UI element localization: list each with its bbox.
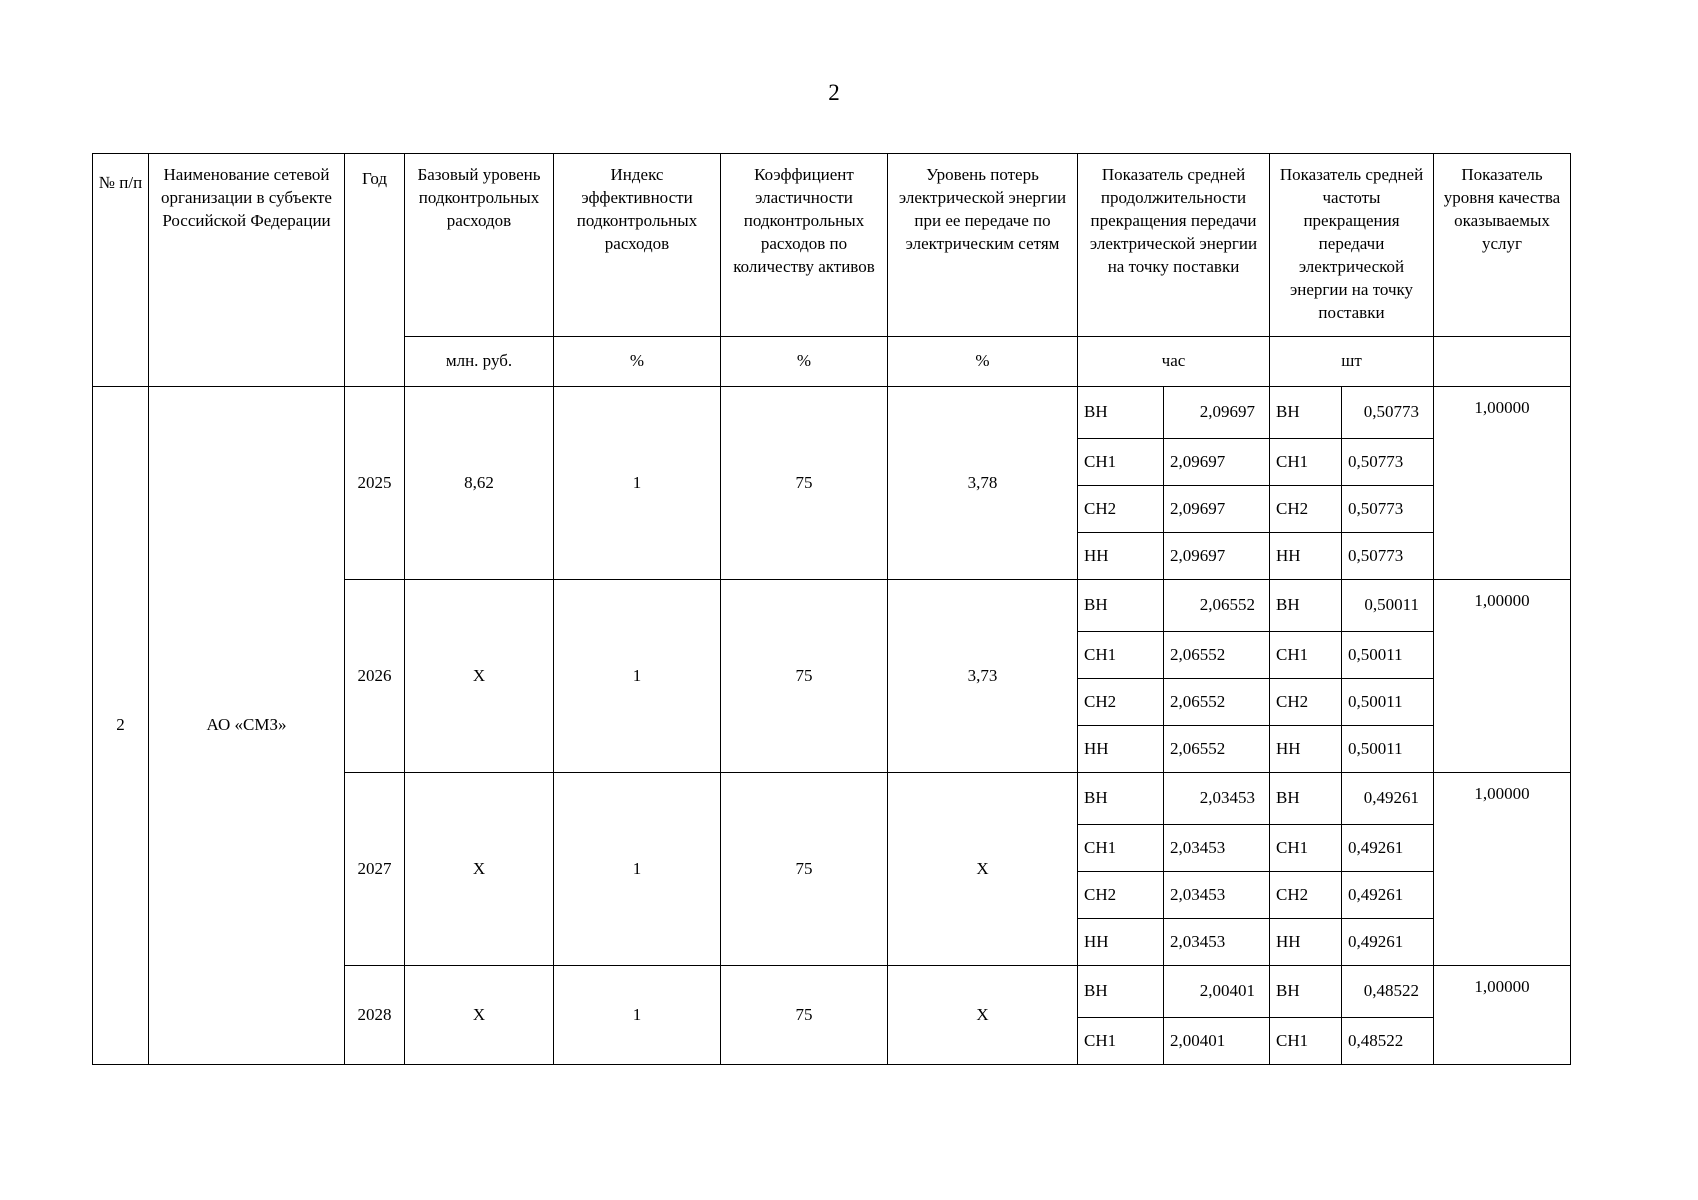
frequency-value: 0,50011	[1342, 632, 1434, 679]
frequency-level: СН1	[1270, 1018, 1342, 1065]
frequency-level: ВН	[1270, 580, 1342, 632]
frequency-level: СН2	[1270, 486, 1342, 533]
duration-value: 2,03453	[1164, 919, 1270, 966]
frequency-value: 0,50773	[1342, 533, 1434, 580]
year-cell: 2028	[345, 966, 405, 1065]
frequency-level: НН	[1270, 533, 1342, 580]
duration-level: СН2	[1078, 679, 1164, 726]
header-frequency: Показатель средней частоты прекращения передачи электрической энергии на точку поставки	[1270, 154, 1434, 337]
header-year: Год	[345, 154, 405, 387]
quality-cell: 1,00000	[1434, 773, 1571, 966]
header-org-name: Наименование сетевой организации в субъекте Российской Федерации	[149, 154, 345, 387]
duration-level: НН	[1078, 919, 1164, 966]
duration-level: СН2	[1078, 872, 1164, 919]
unit-quality	[1434, 337, 1571, 387]
frequency-value: 0,49261	[1342, 773, 1434, 825]
year-cell: 2027	[345, 773, 405, 966]
duration-level: СН1	[1078, 439, 1164, 486]
duration-value: 2,06552	[1164, 726, 1270, 773]
elasticity-cell: 75	[721, 387, 888, 580]
duration-value: 2,03453	[1164, 872, 1270, 919]
frequency-value: 0,50011	[1342, 580, 1434, 632]
duration-value: 2,06552	[1164, 632, 1270, 679]
unit-losses: %	[888, 337, 1078, 387]
losses-cell: X	[888, 773, 1078, 966]
base-level-cell: X	[405, 773, 554, 966]
duration-level: СН1	[1078, 632, 1164, 679]
year-cell: 2026	[345, 580, 405, 773]
frequency-level: СН2	[1270, 679, 1342, 726]
org-name: АО «СМЗ»	[149, 387, 345, 1065]
duration-value: 2,00401	[1164, 1018, 1270, 1065]
duration-level: ВН	[1078, 580, 1164, 632]
elasticity-cell: 75	[721, 966, 888, 1065]
unit-frequency: шт	[1270, 337, 1434, 387]
duration-level: СН2	[1078, 486, 1164, 533]
duration-value: 2,09697	[1164, 486, 1270, 533]
header-elasticity: Коэффициент эластичности подконтрольных расходов по количеству активов	[721, 154, 888, 337]
duration-level: СН1	[1078, 825, 1164, 872]
quality-cell: 1,00000	[1434, 580, 1571, 773]
page-number: 2	[828, 80, 840, 105]
duration-level: ВН	[1078, 966, 1164, 1018]
frequency-value: 0,48522	[1342, 966, 1434, 1018]
unit-efficiency-index: %	[554, 337, 721, 387]
table-row	[93, 387, 1571, 439]
unit-base-level: млн. руб.	[405, 337, 554, 387]
duration-level: ВН	[1078, 387, 1164, 439]
duration-value: 2,09697	[1164, 439, 1270, 486]
duration-level: СН1	[1078, 1018, 1164, 1065]
row-number: 2	[93, 387, 149, 1065]
frequency-value: 0,50011	[1342, 726, 1434, 773]
frequency-value: 0,49261	[1342, 872, 1434, 919]
frequency-value: 0,49261	[1342, 825, 1434, 872]
header-num: № п/п	[93, 154, 149, 387]
frequency-value: 0,50773	[1342, 439, 1434, 486]
frequency-level: ВН	[1270, 387, 1342, 439]
frequency-value: 0,50011	[1342, 679, 1434, 726]
frequency-value: 0,50773	[1342, 486, 1434, 533]
duration-value: 2,06552	[1164, 679, 1270, 726]
losses-cell: 3,78	[888, 387, 1078, 580]
frequency-level: СН2	[1270, 872, 1342, 919]
duration-level: ВН	[1078, 773, 1164, 825]
frequency-level: НН	[1270, 726, 1342, 773]
duration-value: 2,03453	[1164, 825, 1270, 872]
quality-cell: 1,00000	[1434, 387, 1571, 580]
frequency-level: ВН	[1270, 966, 1342, 1018]
frequency-level: СН1	[1270, 632, 1342, 679]
frequency-value: 0,49261	[1342, 919, 1434, 966]
duration-value: 2,00401	[1164, 966, 1270, 1018]
unit-elasticity: %	[721, 337, 888, 387]
losses-cell: 3,73	[888, 580, 1078, 773]
efficiency-index-cell: 1	[554, 773, 721, 966]
frequency-level: ВН	[1270, 773, 1342, 825]
efficiency-index-cell: 1	[554, 580, 721, 773]
base-level-cell: 8,62	[405, 387, 554, 580]
base-level-cell: X	[405, 966, 554, 1065]
duration-level: НН	[1078, 726, 1164, 773]
header-losses: Уровень потерь электрической энергии при ее передаче по электрическим сетям	[888, 154, 1078, 337]
tariff-parameters-table	[92, 153, 1571, 1065]
losses-cell: X	[888, 966, 1078, 1065]
frequency-level: СН1	[1270, 825, 1342, 872]
frequency-level: СН1	[1270, 439, 1342, 486]
base-level-cell: X	[405, 580, 554, 773]
duration-value: 2,03453	[1164, 773, 1270, 825]
duration-level: НН	[1078, 533, 1164, 580]
header-quality: Показатель уровня качества оказываемых услуг	[1434, 154, 1571, 337]
duration-value: 2,09697	[1164, 533, 1270, 580]
elasticity-cell: 75	[721, 580, 888, 773]
unit-duration: час	[1078, 337, 1270, 387]
header-base-level: Базовый уровень подконтрольных расходов	[405, 154, 554, 337]
header-duration: Показатель средней продолжительности прекращения передачи электрической энергии на точку поставки	[1078, 154, 1270, 337]
year-cell: 2025	[345, 387, 405, 580]
header-row	[93, 154, 1571, 337]
header-efficiency-index: Индекс эффективности подконтрольных расходов	[554, 154, 721, 337]
quality-cell: 1,00000	[1434, 966, 1571, 1065]
frequency-value: 0,48522	[1342, 1018, 1434, 1065]
elasticity-cell: 75	[721, 773, 888, 966]
efficiency-index-cell: 1	[554, 387, 721, 580]
frequency-value: 0,50773	[1342, 387, 1434, 439]
duration-value: 2,06552	[1164, 580, 1270, 632]
frequency-level: НН	[1270, 919, 1342, 966]
efficiency-index-cell: 1	[554, 966, 721, 1065]
duration-value: 2,09697	[1164, 387, 1270, 439]
